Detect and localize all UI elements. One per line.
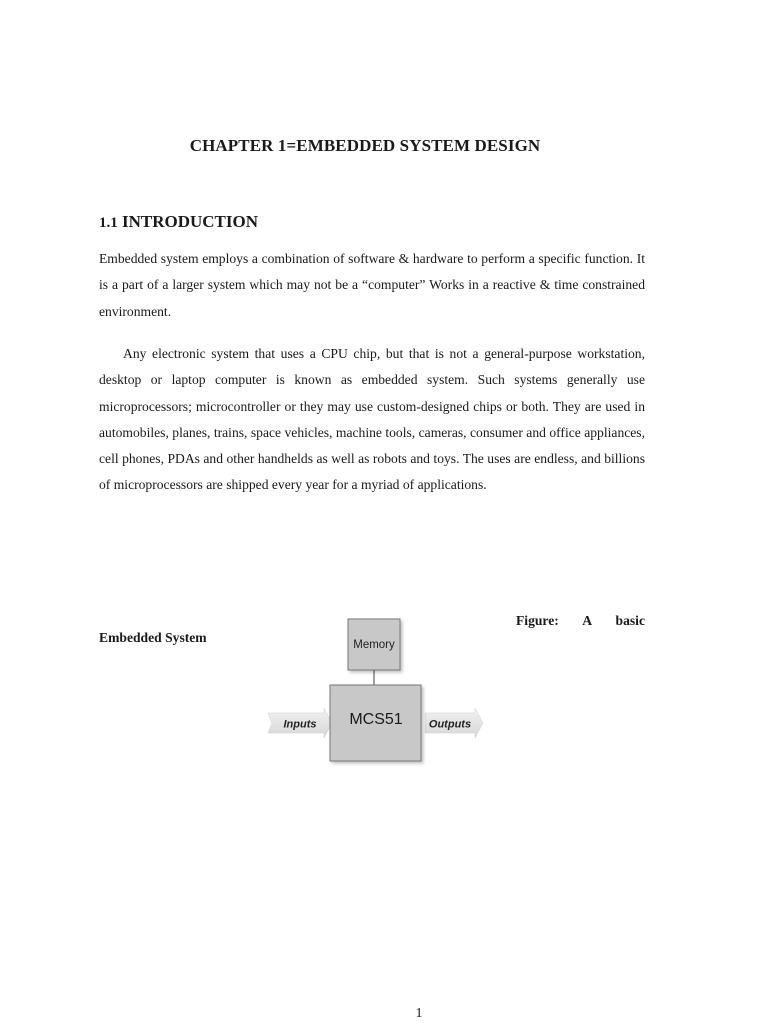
embedded-system-diagram [262, 612, 492, 777]
outputs-arrow [425, 708, 483, 738]
section-heading [99, 212, 258, 232]
figure-caption-part1: Figure: A basic [516, 613, 645, 628]
outputs-label: Outputs [428, 718, 472, 731]
paragraph-intro: Embedded system employs a combination of software & hardware to perform a specific function. It is a part of a larger system which may not be a “computer” Works in a reactive & time constrained environment. [99, 251, 645, 319]
memory-label: Memory [353, 639, 395, 651]
inputs-arrow [268, 708, 332, 738]
paragraph-electronic-systems: Any electronic system that uses a CPU chip, but that is not a general-purpose workstation, desktop or laptop computer is known as embedded system. Such systems generally use microprocessors; microcontroller or they may use custom-designed chips or both. They are used in automobiles, planes, trains, space vehicles, machine tools, cameras, consumer and office appliances, cell phones, PDAs and other handhelds as well as robots and toys. The uses are endless, and billions of microprocessors are shipped every year for a myriad of applications. [99, 346, 645, 493]
cpu-label: MCS51 [349, 711, 403, 728]
section-title: INTRODUCTION [122, 212, 259, 231]
section-number: 1.1 [99, 215, 118, 231]
chapter-title: CHAPTER 1=EMBEDDED SYSTEM DESIGN [189, 136, 541, 155]
memory-block [348, 619, 400, 670]
inputs-label: Inputs [283, 718, 317, 731]
cpu-block [330, 685, 421, 761]
page-number: 1 [415, 1006, 423, 1021]
figure-caption-part2: Embedded System [99, 630, 207, 645]
